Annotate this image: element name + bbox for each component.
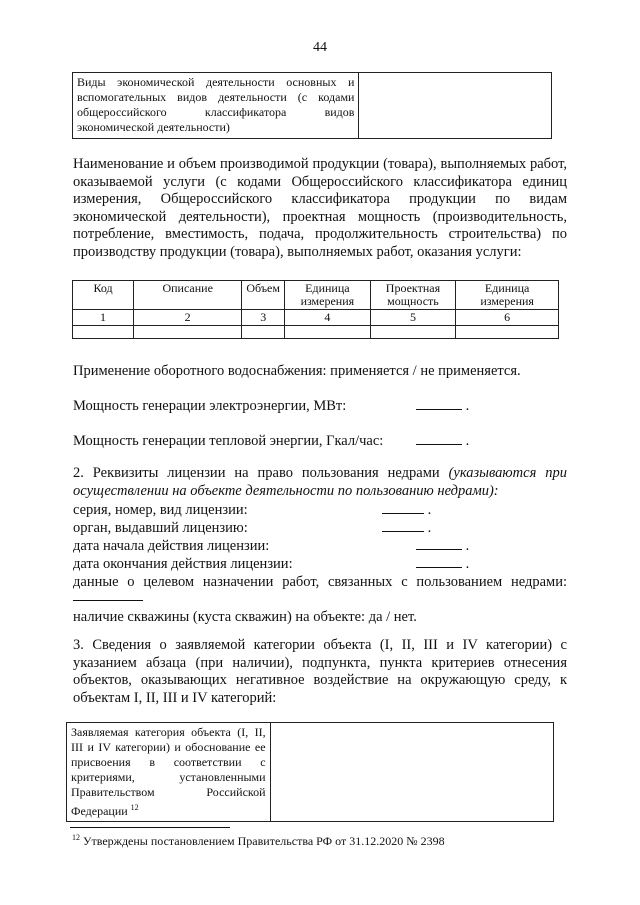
- license-series-field[interactable]: .: [382, 501, 431, 519]
- heat-generation-label: Мощность генерации тепловой энергии, Гкал/час:: [73, 433, 384, 449]
- table-number: 4: [285, 310, 371, 326]
- section2-title: [73, 465, 567, 500]
- license-series-label: серия, номер, вид лицензии:: [73, 502, 248, 518]
- table-header: Описание: [134, 281, 242, 310]
- table-number: 2: [134, 310, 242, 326]
- wells-line: наличие скважины (куста скважин) на объекте: да / нет.: [73, 609, 417, 625]
- activity-box-label: Виды экономической деятельности основных и вспомогательных видов деятельности (с кодами общероссийского классификатора видов экономической деятельности): [73, 73, 359, 139]
- page-number: 44: [313, 40, 327, 55]
- table-cell-empty[interactable]: [242, 326, 285, 339]
- table-header: Проектная мощность: [370, 281, 456, 310]
- production-paragraph: Наименование и объем производимой продукции (товара), выполняемых работ, оказываемой услуги (с кодами Общероссийского классификатора единиц измерения, Общероссийского классификатора продукции по видам экономической деятельности), проектная мощность (производительность, потребление, вместимость, подача, продолжительность строительства) по производству продукции (товара), выполняемых работ, оказания услуги:: [73, 156, 567, 260]
- category-box-label: [67, 723, 271, 822]
- footnote-divider: [70, 827, 230, 828]
- license-issuer-label: орган, выдавший лицензию:: [73, 520, 248, 536]
- category-box-value[interactable]: [270, 723, 553, 822]
- section3-text: 3. Сведения о заявляемой категории объекта (I, II, III и IV категории) с указанием абзаца (при наличии), подпункта, пункта критериев отнесения объектов, оказывающих негативное воздействие на окружающую среду, к объектам I, II, III и IV категорий:: [73, 637, 567, 706]
- table-cell-empty[interactable]: [285, 326, 371, 339]
- section2-title-text: 2. Реквизиты лицензии на право пользования недрами: [73, 465, 449, 481]
- category-box-label-text: Заявляемая категория объекта (I, II, III и IV категории) и обоснование ее присвоения в соответствии с критериями, установленными Правительством Российской Федерации: [71, 725, 266, 818]
- purpose-field[interactable]: [73, 588, 143, 606]
- production-table: [72, 280, 559, 339]
- license-end-label: дата окончания действия лицензии:: [73, 556, 293, 572]
- activity-box-value[interactable]: [359, 73, 552, 139]
- table-number: 6: [456, 310, 559, 326]
- table-cell-empty[interactable]: [73, 326, 134, 339]
- power-generation-field[interactable]: .: [416, 397, 469, 415]
- table-cell-empty[interactable]: [134, 326, 242, 339]
- heat-generation-field[interactable]: .: [416, 432, 469, 450]
- license-start-field[interactable]: .: [416, 537, 469, 555]
- table-header: Код: [73, 281, 134, 310]
- license-start-label: дата начала действия лицензии:: [73, 538, 270, 554]
- table-header: Единица измерения: [456, 281, 559, 310]
- table-number: 5: [370, 310, 456, 326]
- category-box: [66, 722, 554, 822]
- license-end-field[interactable]: .: [416, 555, 469, 573]
- water-supply-line: Применение оборотного водоснабжения: применяется / не применяется.: [73, 363, 521, 379]
- activity-box: [72, 72, 552, 139]
- license-issuer-field[interactable]: .: [382, 519, 431, 537]
- table-number: 1: [73, 310, 134, 326]
- footnote-number: 12: [72, 833, 80, 842]
- table-cell-empty[interactable]: [456, 326, 559, 339]
- table-number: 3: [242, 310, 285, 326]
- table-header: Единица измерения: [285, 281, 371, 310]
- section2-title-note: (указываются при осуществлении на объекте деятельности по пользованию недрами):: [73, 465, 567, 499]
- table-cell-empty[interactable]: [370, 326, 456, 339]
- table-header: Объем: [242, 281, 285, 310]
- footnote-mark: 12: [130, 803, 139, 812]
- footnote: [72, 833, 445, 849]
- purpose-label: данные о целевом назначении работ, связанных с пользованием недрами:: [73, 574, 567, 590]
- footnote-text: Утверждены постановлением Правительства РФ от 31.12.2020 № 2398: [83, 834, 445, 848]
- power-generation-label: Мощность генерации электроэнергии, МВт:: [73, 398, 347, 414]
